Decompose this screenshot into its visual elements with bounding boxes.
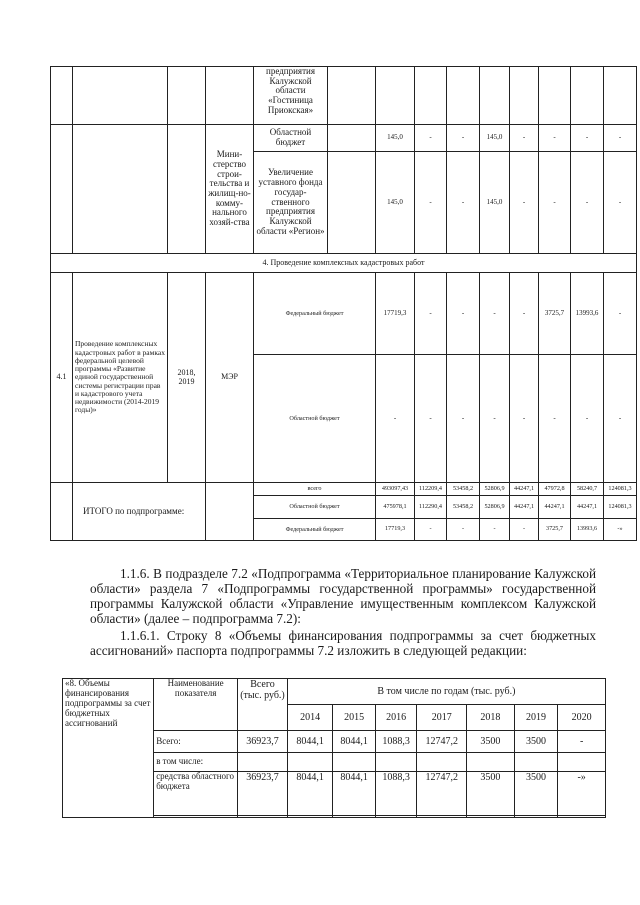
cell	[206, 67, 254, 125]
value-cell: 13993,6	[571, 273, 604, 355]
purpose-cell: Увеличение уставного фонда государ-ственного предприятия Калужской области «Регион»	[254, 152, 328, 254]
value-cell: 8044,1	[333, 731, 375, 753]
value-cell: 58240,7	[571, 483, 604, 496]
value-cell: -	[510, 152, 539, 254]
item-name: Проведение комплексных кадастровых работ в рамках федеральной целевой программы «Развитие единой государственной системы регистрации прав и кадастрового учета недвижимости (2014-2019 годы)»	[73, 273, 168, 483]
value-cell: -	[539, 152, 571, 254]
value-cell: -	[415, 125, 447, 152]
amendment-paragraph	[90, 566, 596, 626]
value-cell	[514, 753, 558, 772]
value-cell	[467, 753, 515, 772]
cell	[328, 67, 376, 125]
cell	[287, 816, 333, 818]
value-cell: 3725,7	[539, 273, 571, 355]
paragraph-text: 1.1.6.1. Строку 8 «Объемы финансирования подпрограммы за счет бюджетных ассигнований» паспорта подпрограммы 7.2 изложить в следующей редакции:	[90, 628, 596, 658]
value-cell: 8044,1	[287, 772, 333, 816]
table-row	[63, 679, 606, 705]
value-cell	[375, 753, 416, 772]
value-cell: -	[571, 152, 604, 254]
table-row	[51, 67, 637, 125]
year-header: 2019	[514, 705, 558, 731]
item-executor: МЭР	[206, 273, 254, 483]
amendment-paragraph	[90, 628, 596, 658]
value-cell: 3725,7	[539, 519, 571, 541]
value-cell: -	[604, 125, 637, 152]
passport-funding-table	[62, 678, 606, 818]
value-cell: -	[510, 273, 539, 355]
value-cell: -»	[604, 519, 637, 541]
column-header: Всего (тыс. руб.)	[238, 679, 288, 731]
year-header: 2017	[417, 705, 467, 731]
cell	[447, 67, 480, 125]
value-cell: -»	[558, 772, 606, 816]
cell	[539, 67, 571, 125]
cell	[333, 816, 375, 818]
value-cell: 3500	[514, 731, 558, 753]
section-title: 4. Проведение комплексных кадастровых работ	[51, 254, 637, 273]
value-cell: -	[571, 355, 604, 483]
value-cell: 52806,9	[480, 496, 510, 519]
year-header: 2020	[558, 705, 606, 731]
value-cell: 3500	[467, 772, 515, 816]
paragraph-text: 1.1.6. В подразделе 7.2 «Подпрограмма «Территориальное планирование Калужской области» раздела 7 «Подпрограммы государственной программы» государственной программы Калужской области «Управление имущественным комплексом Калужской области» (далее – подпрограмма 7.2):	[90, 566, 596, 626]
value-cell: 1088,3	[375, 772, 416, 816]
value-cell	[558, 753, 606, 772]
value-cell: 13993,6	[571, 519, 604, 541]
value-cell: 44247,1	[510, 483, 539, 496]
cell	[206, 483, 254, 541]
item-number: 4.1	[51, 273, 73, 483]
value-cell: -	[415, 273, 447, 355]
value-cell: 112209,4	[415, 483, 447, 496]
value-cell: 145,0	[376, 125, 415, 152]
subprogram-funding-table	[50, 66, 637, 541]
value-cell: -	[415, 519, 447, 541]
value-cell: -	[447, 273, 480, 355]
cell	[328, 152, 376, 254]
value-cell: 475978,1	[376, 496, 415, 519]
value-cell: -	[604, 152, 637, 254]
cell	[73, 125, 168, 254]
purpose-cell: предприятия Калужской области «Гостиница Приокская»	[254, 67, 328, 125]
source-cell: Областной бюджет	[254, 355, 376, 483]
total-cell: 36923,7	[238, 731, 288, 753]
value-cell	[417, 753, 467, 772]
cell	[510, 67, 539, 125]
value-cell: -	[447, 355, 480, 483]
cell	[376, 67, 415, 125]
cell	[604, 67, 637, 125]
cell	[375, 816, 416, 818]
value-cell: -	[539, 355, 571, 483]
value-cell: 17719,3	[376, 273, 415, 355]
row-label: «8. Объемы финансирования подпрограммы за счет бюджетных ассигнований	[63, 679, 154, 818]
value-cell: 493097,43	[376, 483, 415, 496]
value-cell: 52806,9	[480, 483, 510, 496]
value-cell	[333, 753, 375, 772]
value-cell: 12747,2	[417, 772, 467, 816]
value-cell: -	[539, 125, 571, 152]
total-label: ИТОГО по подпрограмме:	[73, 483, 206, 541]
table-row	[51, 125, 637, 152]
source-cell: Федеральный бюджет	[254, 273, 376, 355]
value-cell: -	[571, 125, 604, 152]
cell	[51, 125, 73, 254]
year-header: 2016	[375, 705, 416, 731]
value-cell: 112290,4	[415, 496, 447, 519]
value-cell: -	[376, 355, 415, 483]
value-cell: 145,0	[480, 152, 510, 254]
table-row	[51, 273, 637, 355]
value-cell: 3500	[514, 772, 558, 816]
total-row	[51, 483, 637, 496]
item-years: 2018, 2019	[168, 273, 206, 483]
cell	[168, 67, 206, 125]
cell	[51, 483, 73, 541]
source-cell: всего	[254, 483, 376, 496]
cell	[571, 67, 604, 125]
column-header: В том числе по годам (тыс. руб.)	[287, 679, 605, 705]
cell	[154, 816, 238, 818]
value-cell: 8044,1	[287, 731, 333, 753]
cell	[480, 67, 510, 125]
value-cell: -	[510, 355, 539, 483]
value-cell: -	[604, 355, 637, 483]
value-cell: 8044,1	[333, 772, 375, 816]
value-cell: 12747,2	[417, 731, 467, 753]
executor-cell: Мини-стерство строи-тельства и жилищ-но-комму-нального хозяй-ства	[206, 125, 254, 254]
cell	[51, 67, 73, 125]
value-cell: -	[480, 355, 510, 483]
value-cell: -	[415, 152, 447, 254]
year-header: 2015	[333, 705, 375, 731]
cell	[558, 816, 606, 818]
value-cell: 124081,3	[604, 496, 637, 519]
value-cell: 145,0	[376, 152, 415, 254]
cell	[328, 125, 376, 152]
value-cell: 3500	[467, 731, 515, 753]
value-cell: -	[480, 273, 510, 355]
value-cell: -	[447, 519, 480, 541]
cell	[415, 67, 447, 125]
value-cell: 44247,1	[571, 496, 604, 519]
cell	[168, 125, 206, 254]
source-cell: Областной бюджет	[254, 125, 328, 152]
value-cell: -	[447, 125, 480, 152]
cell	[238, 816, 288, 818]
year-header: 2014	[287, 705, 333, 731]
indicator-name: в том числе:	[154, 753, 238, 772]
indicator-name: средства областного бюджета	[154, 772, 238, 816]
value-cell: 47972,8	[539, 483, 571, 496]
value-cell: 17719,3	[376, 519, 415, 541]
cell	[467, 816, 515, 818]
value-cell: 124081,3	[604, 483, 637, 496]
indicator-name: Всего:	[154, 731, 238, 753]
source-cell: Федеральный бюджет	[254, 519, 376, 541]
value-cell: 53458,2	[447, 496, 480, 519]
year-header: 2018	[467, 705, 515, 731]
section-header-row	[51, 254, 637, 273]
cell	[73, 67, 168, 125]
value-cell: -	[558, 731, 606, 753]
total-cell: 36923,7	[238, 772, 288, 816]
value-cell: -	[447, 152, 480, 254]
value-cell: 53458,2	[447, 483, 480, 496]
value-cell: 1088,3	[375, 731, 416, 753]
value-cell: -	[510, 125, 539, 152]
value-cell: 44247,1	[510, 496, 539, 519]
cell	[514, 816, 558, 818]
value-cell: 145,0	[480, 125, 510, 152]
column-header: Наименование показателя	[154, 679, 238, 731]
value-cell: -	[604, 273, 637, 355]
source-cell: Областной бюджет	[254, 496, 376, 519]
value-cell: -	[480, 519, 510, 541]
cell	[417, 816, 467, 818]
value-cell: -	[415, 355, 447, 483]
value-cell: 44247,1	[539, 496, 571, 519]
value-cell: -	[510, 519, 539, 541]
value-cell	[287, 753, 333, 772]
total-cell	[238, 753, 288, 772]
